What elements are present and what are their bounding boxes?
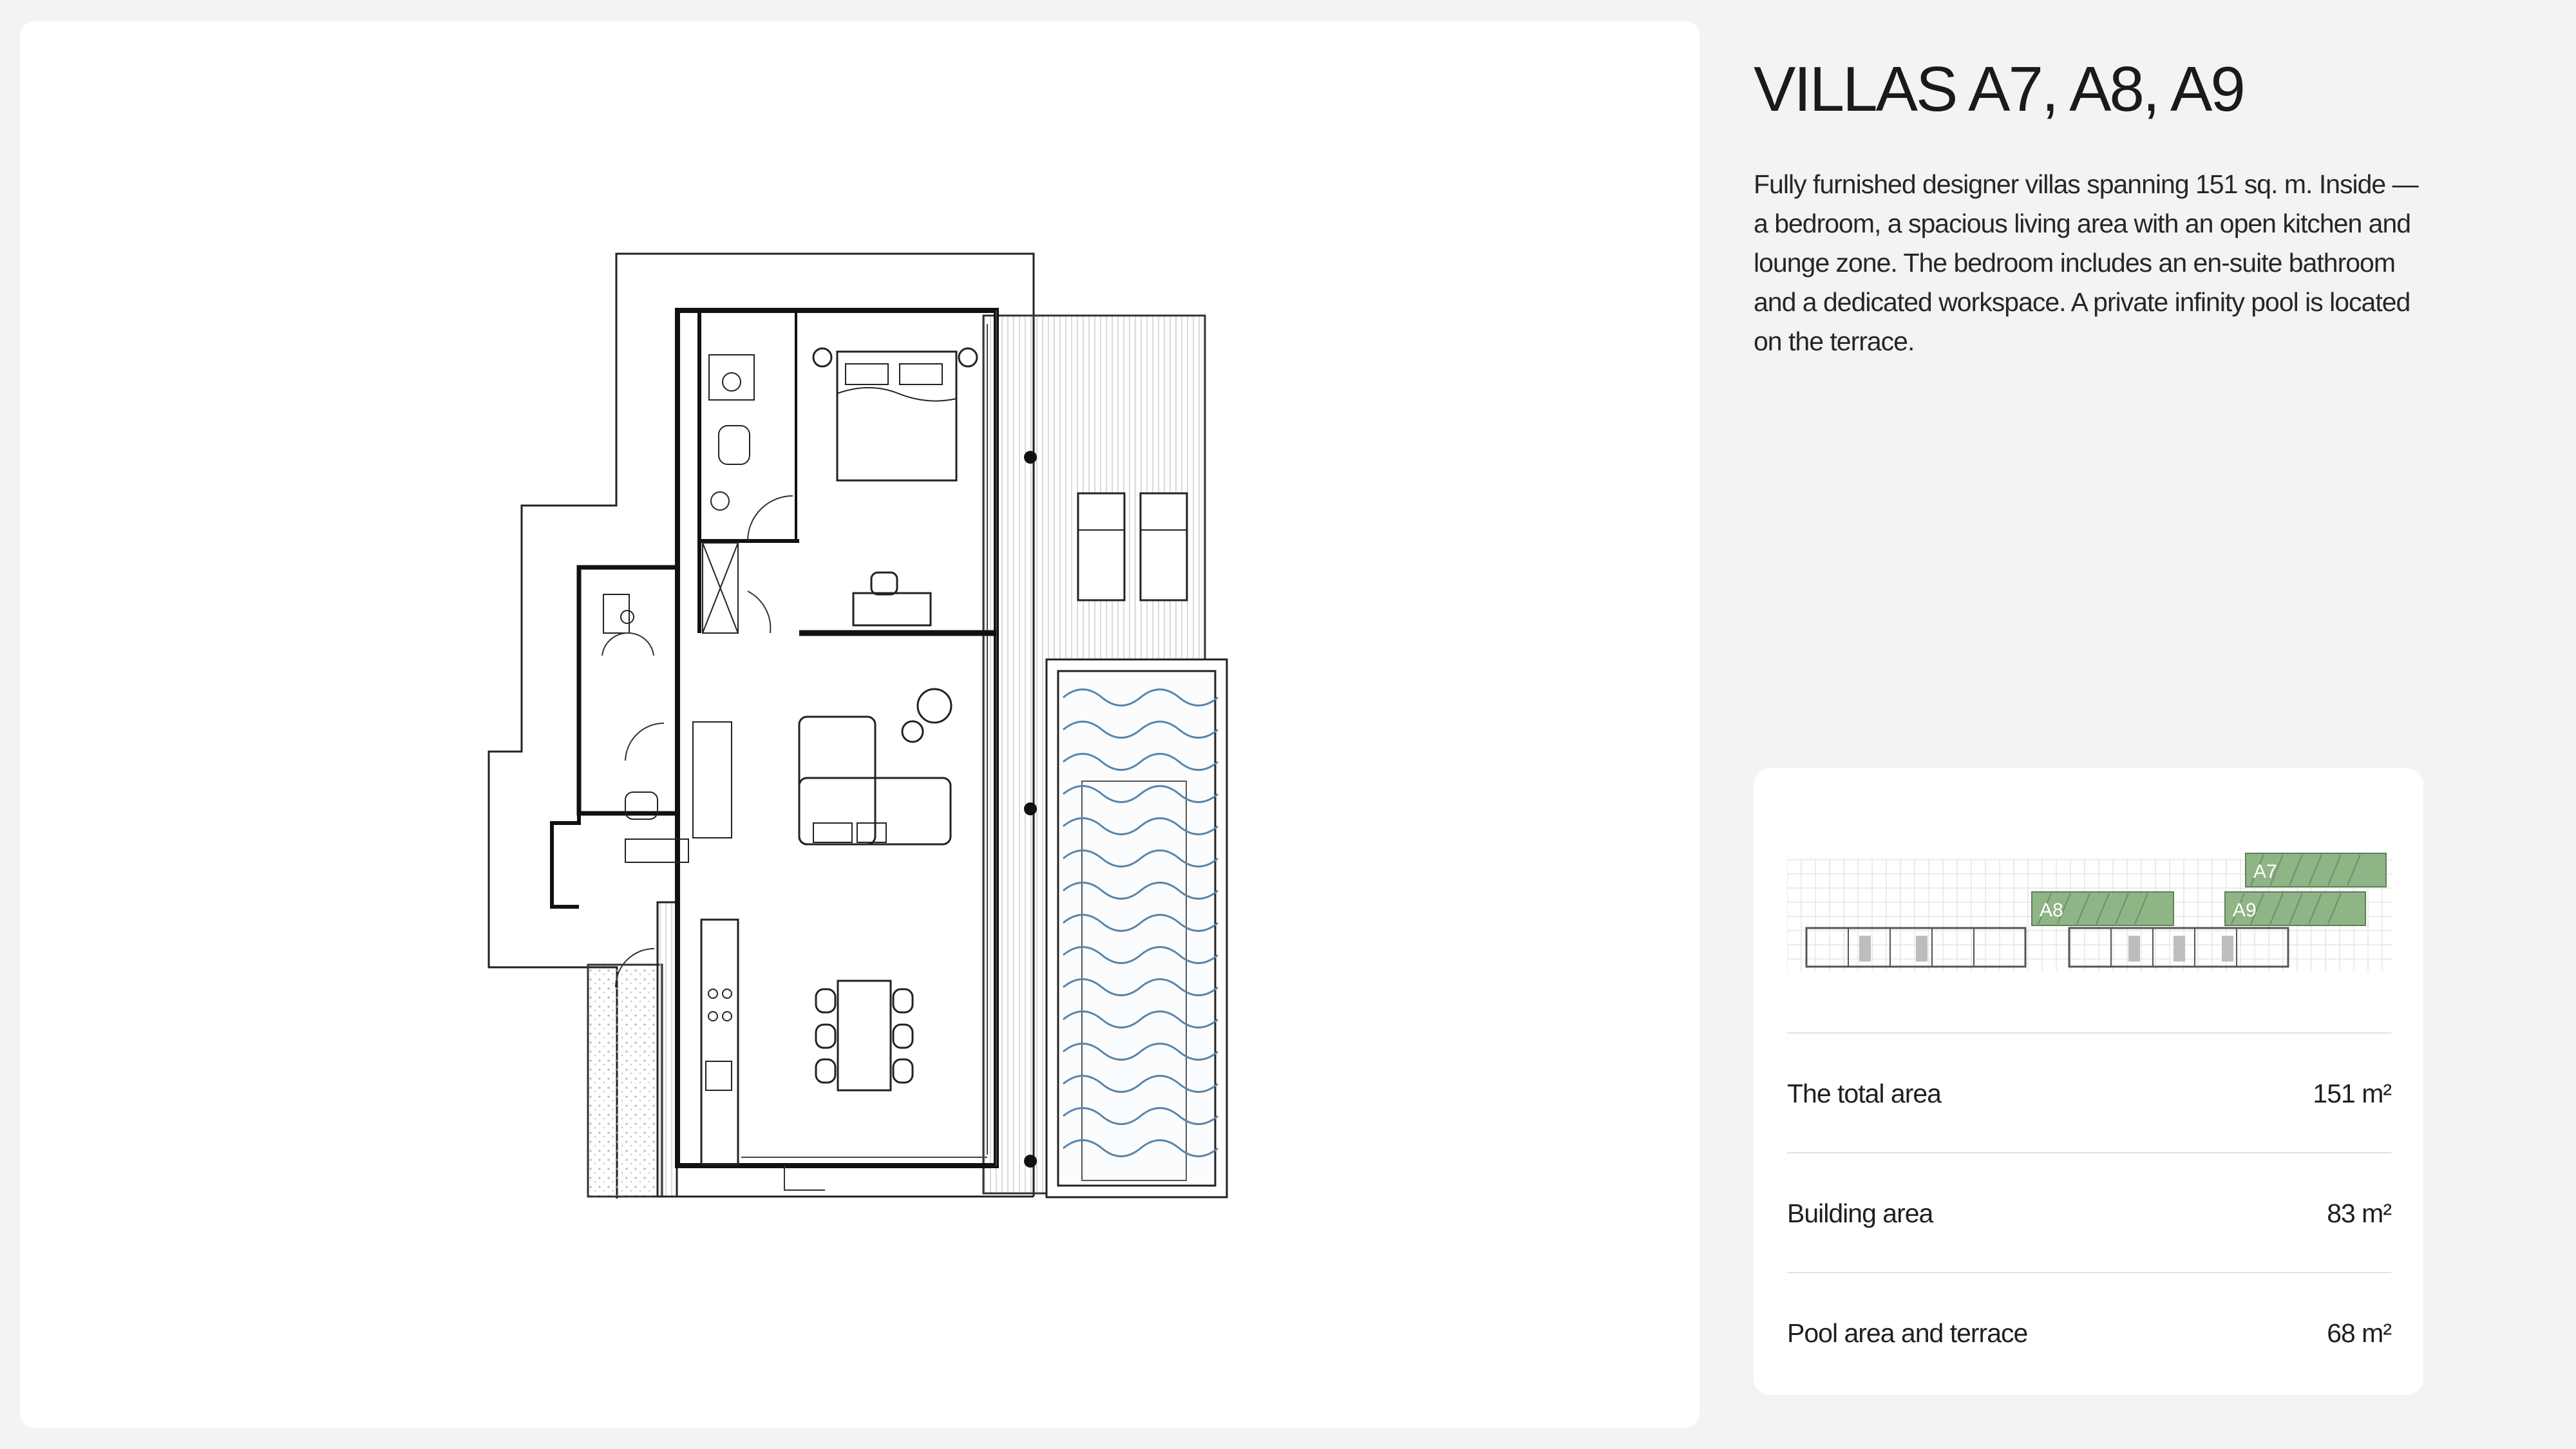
kitchen-counter	[701, 920, 738, 1164]
dining-table	[838, 981, 891, 1090]
deck-chair	[1078, 493, 1124, 600]
stat-pool-terrace-area	[1787, 1272, 2391, 1393]
kitchen-wall-hatch	[658, 902, 677, 1197]
desk	[853, 593, 931, 625]
bed	[837, 352, 956, 480]
stat-building-area	[1787, 1152, 2391, 1273]
stat-total-area	[1787, 1032, 2391, 1153]
villa-label-a8: A8	[2040, 900, 2063, 921]
stat-value: 151 m²	[2313, 1078, 2391, 1108]
coffee-table	[918, 689, 951, 723]
villa-label-a9: A9	[2233, 900, 2257, 921]
stat-label: Pool area and terrace	[1787, 1318, 2028, 1348]
floor-plan-panel	[20, 21, 1700, 1428]
floor-plan-drawing	[20, 21, 1700, 1428]
info-card	[1754, 768, 2423, 1395]
sofa	[799, 717, 875, 844]
villa-description: Fully furnished designer villas spanning 151 sq. m. Inside — a bedroom, a spacious living area with an open kitchen and lounge zone. The bedroom includes an en-suite bathroom and a dedicated workspace. A private infinity pool is located on the terrace.	[1754, 169, 2418, 356]
stat-label: The total area	[1787, 1078, 1941, 1108]
stat-value: 83 m²	[2327, 1198, 2391, 1228]
villa-label-a7: A7	[2253, 861, 2277, 882]
site-plan-minimap	[1787, 846, 2392, 974]
stat-label: Building area	[1787, 1198, 1933, 1228]
stat-value: 68 m²	[2327, 1318, 2391, 1348]
page-title: VILLAS A7, A8, A9	[1754, 53, 2244, 124]
planting-strip	[588, 965, 662, 1197]
deck-chair	[1141, 493, 1187, 600]
